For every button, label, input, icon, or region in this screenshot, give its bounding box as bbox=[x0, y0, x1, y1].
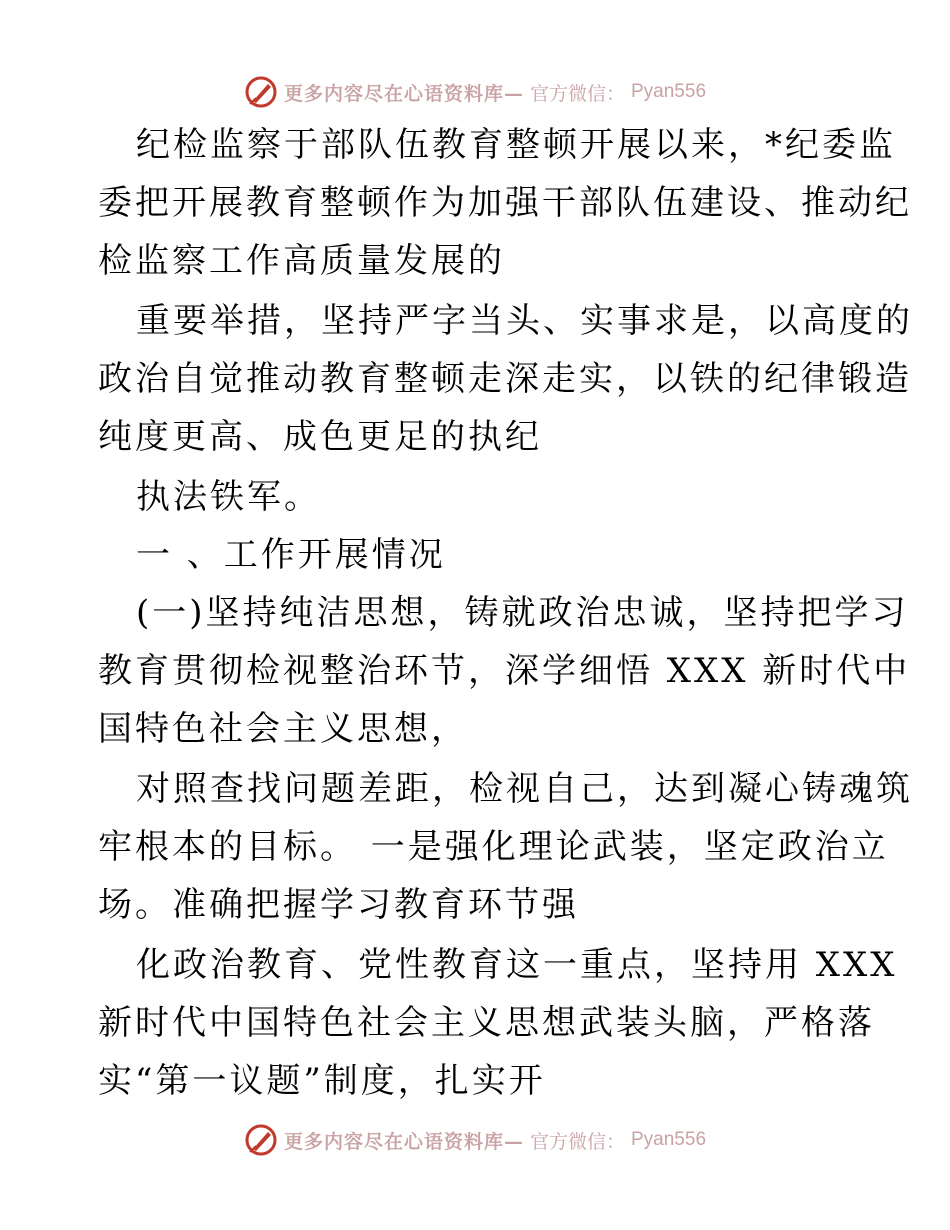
section-heading: 一 、工作开展情况 bbox=[136, 535, 446, 575]
body-line-7: 执法铁军。 bbox=[136, 477, 321, 517]
body-line-11: 国特色社会主义思想， bbox=[98, 709, 468, 749]
body-line-3: 检监察工作高质量发展的 bbox=[98, 241, 505, 281]
body-line-2: 委把开展教育整顿作为加强干部队伍建设、推动纪 bbox=[98, 183, 912, 223]
watermark-text: 更多内容尽在心语资料库— bbox=[283, 1130, 524, 1153]
quill-logo-icon bbox=[244, 75, 278, 109]
watermark-wechat-label: 官方微信： bbox=[529, 1130, 625, 1153]
watermark-wechat-id: Pyan556 bbox=[631, 81, 707, 102]
body-line-1: 纪检监察于部队伍教育整顿开展以来，*纪委监 bbox=[136, 125, 896, 165]
body-line-9: (一)坚持纯洁思想，铸就政治忠诚，坚持把学习 bbox=[136, 593, 909, 633]
footer-watermark bbox=[0, 1120, 950, 1160]
body-line-10: 教育贯彻检视整治环节，深学细悟 XXX 新时代中 bbox=[98, 651, 911, 691]
body-line-12: 对照查找问题差距，检视自己，达到凝心铸魂筑 bbox=[136, 769, 913, 809]
header-watermark bbox=[0, 72, 950, 112]
body-line-4: 重要举措，坚持严字当头、实事求是，以高度的 bbox=[136, 301, 913, 341]
body-line-6: 纯度更高、成色更足的执纪 bbox=[98, 417, 542, 457]
body-line-17: 实“第一议题”制度，扎实开 bbox=[98, 1061, 546, 1101]
body-line-16: 新时代中国特色社会主义思想武装头脑，严格落 bbox=[98, 1003, 875, 1043]
body-line-14: 场。准确把握学习教育环节强 bbox=[98, 885, 579, 925]
watermark-wechat-label: 官方微信： bbox=[529, 82, 625, 105]
body-line-13: 牢根本的目标。 一是强化理论武装，坚定政治立 bbox=[98, 827, 889, 867]
quill-logo-icon bbox=[244, 1123, 278, 1157]
body-line-5: 政治自觉推动教育整顿走深走实，以铁的纪律锻造 bbox=[98, 359, 912, 399]
body-line-15: 化政治教育、党性教育这一重点，坚持用 XXX bbox=[136, 945, 898, 985]
watermark-wechat-id: Pyan556 bbox=[631, 1129, 707, 1150]
watermark-text: 更多内容尽在心语资料库— bbox=[283, 82, 524, 105]
